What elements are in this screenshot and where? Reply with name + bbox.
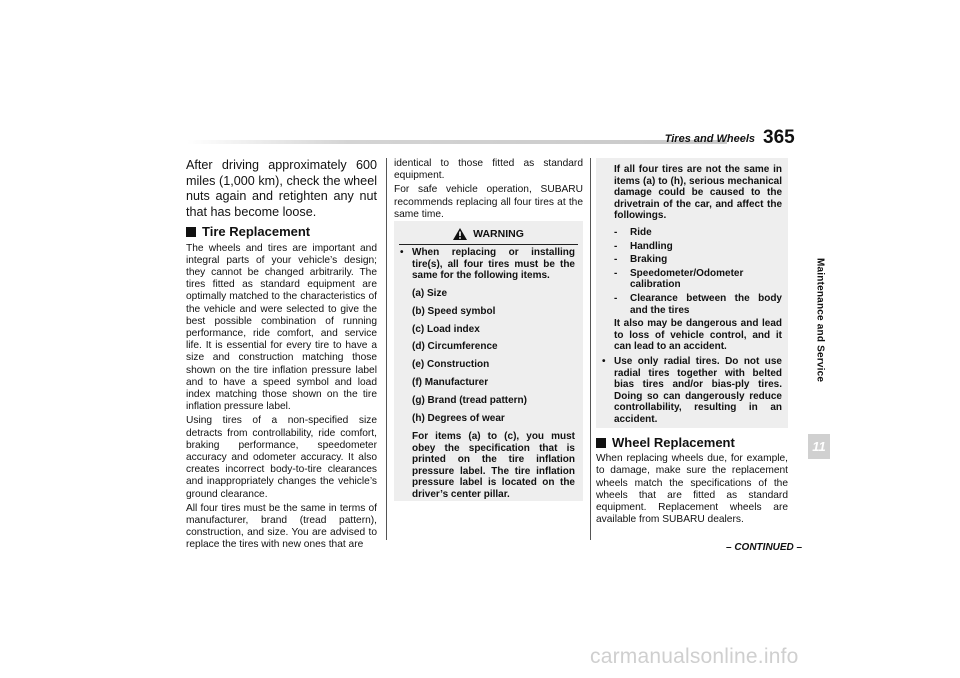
- square-bullet-icon: [596, 438, 606, 448]
- paragraph: All four tires must be the same in terms of manufacturer, brand (tread pattern), construction, and size. You are advised to replace the tires with new ones that are: [186, 502, 377, 551]
- list-item: (d) Circumference: [412, 341, 498, 353]
- section-heading-wheel-replacement: [596, 437, 788, 449]
- warning-label: WARNING: [473, 228, 524, 240]
- header-rule: [187, 140, 727, 144]
- list-item: - Clearance between the body and the tires: [614, 292, 782, 316]
- list-item: - Speedometer/Odometer calibration: [614, 267, 744, 291]
- warning-bullet: [602, 356, 782, 426]
- bullet-dot-icon: •: [400, 247, 404, 258]
- section-title: Tire Replacement: [202, 224, 311, 240]
- page-number: 365: [763, 127, 795, 148]
- section-title: Wheel Replacement: [612, 435, 735, 450]
- warning-box: [394, 221, 583, 501]
- watermark: carmanualsonline.info: [590, 645, 799, 668]
- list-item: - Handling: [614, 240, 673, 252]
- column-1: [186, 158, 377, 554]
- warning-bullet: [400, 247, 575, 282]
- continuation-text: If all four tires are not the same in items (a) to (h), serious mechanical damage could be caused to the drivetrain of the car, and affect the followings.: [614, 164, 782, 222]
- list-item: (e) Construction: [412, 359, 490, 371]
- section-heading-tire-replacement: [186, 226, 377, 238]
- intro-paragraph: After driving approximately 600 miles (1,000 km), check the wheel nuts again and retighten any nut that has become loose.: [186, 158, 377, 219]
- list-item: (a) Size: [412, 287, 448, 299]
- list-item: (f) Manufacturer: [412, 377, 489, 389]
- warning-body: [400, 247, 575, 500]
- list-item: (h) Degrees of wear: [412, 413, 505, 425]
- effects-list: [602, 227, 782, 316]
- chapter-tab: 11: [808, 434, 830, 459]
- warning-rule: [399, 244, 578, 245]
- bullet-dot-icon: •: [602, 355, 606, 367]
- wheel-replacement-section: [596, 437, 788, 528]
- bullet-text: When replacing or installing tire(s), all four tires must be the same for the following items.: [412, 247, 575, 282]
- paragraph: The wheels and tires are important and integral parts of your vehicle’s design; they cannot be changed arbitrarily. The tires fitted as standard equipment are optimally matched to the characteristics of the vehicle and were selected to give the best possible combination of running performance, ride comfort, and service life. It is essential for every tire to have a size and construction matching those shown on the tire inflation pressure label and to have a speed symbol and load index matching those shown on the tire inflation pressure label.: [186, 242, 377, 413]
- item-list: [400, 288, 575, 501]
- warning-box-continued: [596, 158, 788, 428]
- list-item: (b) Speed symbol: [412, 305, 496, 317]
- continued-label: – CONTINUED –: [726, 542, 803, 553]
- list-item: - Braking: [614, 254, 668, 266]
- warning-body-continued: [602, 164, 782, 425]
- list-item: (g) Brand (tread pattern): [412, 395, 527, 407]
- list-item: (c) Load index: [412, 323, 480, 335]
- paragraph: For safe vehicle operation, SUBARU recommends replacing all four tires at the same time.: [394, 184, 583, 220]
- danger-text: It also may be dangerous and lead to loss of vehicle control, and it can lead to an accident.: [614, 318, 782, 353]
- square-bullet-icon: [186, 227, 196, 237]
- column-divider: [386, 158, 387, 540]
- warning-header: [394, 226, 583, 242]
- bullet-text: Use only radial tires. Do not use radial tires together with belted bias tires and/or bias-ply tires. Doing so can dangerously reduce controllability, resulting in an accident.: [614, 355, 782, 425]
- header-section-title: Tires and Wheels: [664, 133, 755, 145]
- warning-triangle-icon: [453, 228, 467, 240]
- paragraph: When replacing wheels due, for example, to damage, make sure the replacement wheels match the specifications of the wheels that are fitted as standard equipment. Replacement wheels are available from SUBARU dealers.: [596, 453, 788, 526]
- column-divider: [590, 158, 591, 540]
- paragraph: Using tires of a non-specified size detracts from controllability, ride comfort, braking performance, speedometer accuracy and odometer accuracy. It also creates incorrect body-to-tire clearances and inappropriately changes the vehicle’s ground clearance.: [186, 415, 377, 500]
- closing-note: For items (a) to (c), you must obey the specification that is printed on the tire inflation pressure label. The tire inflation pressure label is located on the driver’s center pillar.: [412, 430, 575, 500]
- paragraph: identical to those fitted as standard equipment.: [394, 158, 583, 182]
- side-tab-label: Maintenance and Service: [814, 257, 826, 383]
- list-item: - Ride: [614, 226, 652, 238]
- column-2: [394, 158, 583, 223]
